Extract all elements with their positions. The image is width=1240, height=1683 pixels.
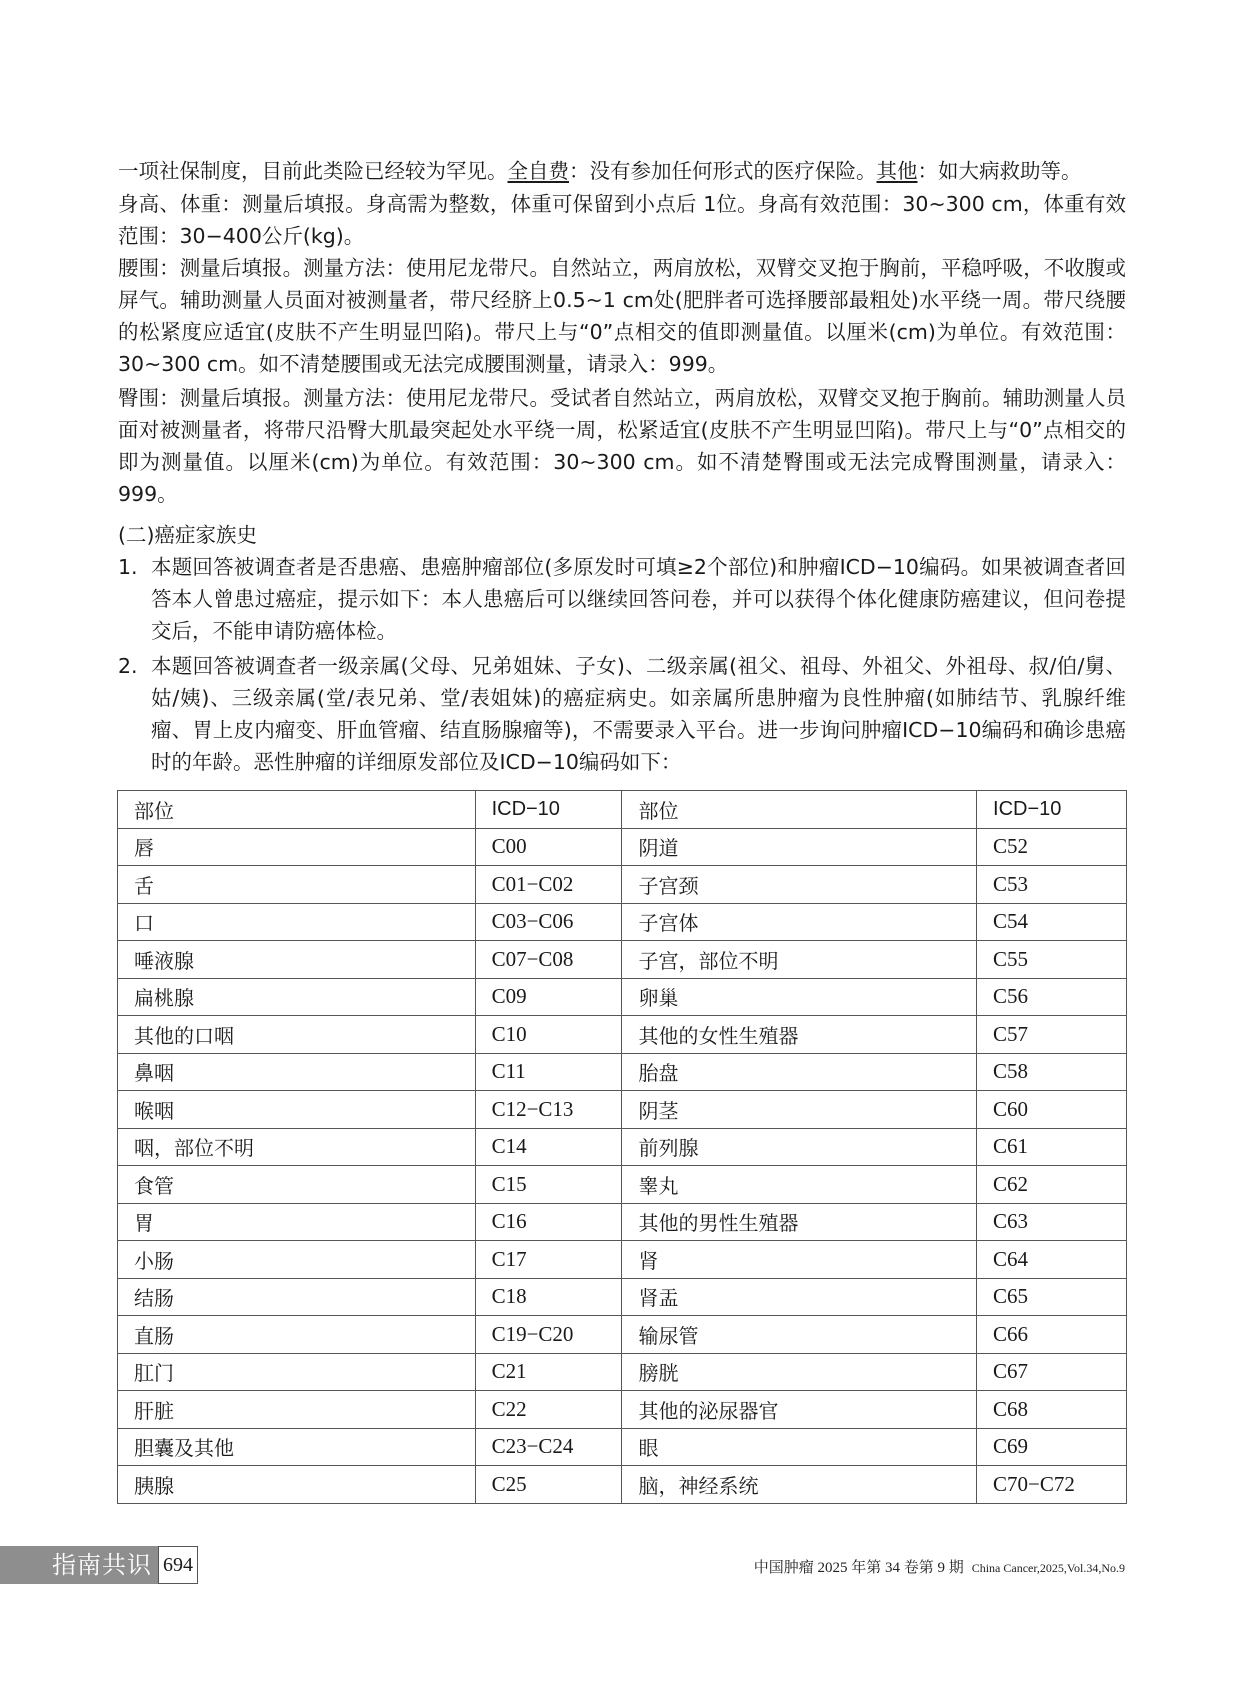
header-site: 部位 (622, 791, 977, 829)
cell-site: 其他的男性生殖器 (622, 1203, 977, 1241)
paragraph-insurance (118, 155, 1126, 187)
cell-icd: C17 (475, 1241, 622, 1279)
cell-site: 阴茎 (622, 1091, 977, 1129)
journal-title-en: China Cancer,2025,Vol.34,No.9 (971, 1561, 1125, 1575)
cell-icd: C09 (475, 978, 622, 1016)
cell-icd: C00 (475, 828, 622, 866)
cell-icd: C22 (475, 1391, 622, 1429)
cell-site: 小肠 (118, 1241, 476, 1279)
cell-site: 膀胱 (622, 1353, 977, 1391)
cell-site: 肾 (622, 1241, 977, 1279)
cell-site: 直肠 (118, 1316, 476, 1354)
table-row (118, 1316, 1127, 1354)
cell-site: 咽，部位不明 (118, 1128, 476, 1166)
cell-site: 结肠 (118, 1278, 476, 1316)
cell-icd: C70−C72 (977, 1466, 1127, 1504)
list-number: 2. (118, 654, 138, 678)
table-row (118, 1016, 1127, 1054)
cell-site: 肝脏 (118, 1391, 476, 1429)
cell-site: 喉咽 (118, 1091, 476, 1129)
cell-site: 脑，神经系统 (622, 1466, 977, 1504)
table-row (118, 978, 1127, 1016)
cell-icd: C10 (475, 1016, 622, 1054)
cell-icd: C15 (475, 1166, 622, 1204)
list-item (118, 650, 1126, 778)
paragraph-waist: 腰围：测量后填报。测量方法：使用尼龙带尺。自然站立，两肩放松，双臂交叉抱于胸前，平稳呼吸，不收腹或屏气。辅助测量人员面对被测量者，带尺经脐上0.5~1 cm处(肥胖者可选择腰部最粗处)水平绕一周。带尺绕腰的松紧度应适宜(皮肤不产生明显凹陷)。带尺上与“0”点相交的值即测量值。以厘米(cm)为单位。有效范围：30~300 cm。如不清楚腰围或无法完成腰围测量，请录入：999。 (118, 256, 1126, 376)
list-text: 本题回答被调查者是否患癌、患癌肿瘤部位(多原发时可填≥2个部位)和肿瘤ICD−10编码。如果被调查者回答本人曾患过癌症，提示如下：本人患癌后可以继续回答问卷，并可以获得个体化健康防癌建议，但问卷提交后，不能申请防癌体检。 (151, 555, 1126, 643)
header-icd: ICD−10 (977, 791, 1127, 829)
cell-icd: C52 (977, 828, 1127, 866)
paragraph-hip: 臀围：测量后填报。测量方法：使用尼龙带尺。受试者自然站立，两肩放松，双臂交叉抱于胸前。辅助测量人员面对被测量者，将带尺沿臀大肌最突起处水平绕一周，松紧适宜(皮肤不产生明显凹陷)。带尺上与“0”点相交的即为测量值。以厘米(cm)为单位。有效范围：30~300 cm。如不清楚臀围或无法完成臀围测量，请录入：999。 (118, 386, 1126, 506)
cell-site: 眼 (622, 1428, 977, 1466)
cell-site: 口 (118, 903, 476, 941)
table-row (118, 1428, 1127, 1466)
table-row (118, 1466, 1127, 1504)
cell-site: 睾丸 (622, 1166, 977, 1204)
cell-site: 卵巢 (622, 978, 977, 1016)
table-row (118, 941, 1127, 979)
cell-icd: C12−C13 (475, 1091, 622, 1129)
cell-icd: C57 (977, 1016, 1127, 1054)
icd-table-body (118, 791, 1127, 1504)
cell-site: 子宫体 (622, 903, 977, 941)
table-row (118, 903, 1127, 941)
table-row (118, 1278, 1127, 1316)
cell-icd: C69 (977, 1428, 1127, 1466)
cell-icd: C55 (977, 941, 1127, 979)
paragraph-text: 一项社保制度，目前此类险已经较为罕见。 (118, 159, 508, 183)
cell-icd: C68 (977, 1391, 1127, 1429)
cell-site: 其他的泌尿器官 (622, 1391, 977, 1429)
journal-info (754, 1556, 1125, 1577)
cell-icd: C25 (475, 1466, 622, 1504)
cell-icd: C63 (977, 1203, 1127, 1241)
table-row (118, 1091, 1127, 1129)
journal-title-cn: 中国肿瘤 2025 年第 34 卷第 9 期 (753, 1560, 964, 1576)
cell-icd: C11 (475, 1053, 622, 1091)
cell-site: 唾液腺 (118, 941, 476, 979)
list-number: 1. (118, 555, 138, 579)
page-number: 694 (158, 1546, 198, 1584)
icd-table (117, 790, 1127, 1504)
cell-site: 胆囊及其他 (118, 1428, 476, 1466)
cell-icd: C66 (977, 1316, 1127, 1354)
cell-site: 食管 (118, 1166, 476, 1204)
cell-icd: C14 (475, 1128, 622, 1166)
cell-icd: C16 (475, 1203, 622, 1241)
cell-site: 输尿管 (622, 1316, 977, 1354)
list-text: 本题回答被调查者一级亲属(父母、兄弟姐妹、子女)、二级亲属(祖父、祖母、外祖父、外祖母、叔/伯/舅、姑/姨)、三级亲属(堂/表兄弟、堂/表姐妹)的癌症病史。如亲属所患肿瘤为良性肿瘤(如肺结节、乳腺纤维瘤、胃上皮内瘤变、肝血管瘤、结直肠腺瘤等)，不需要录入平台。进一步询问肿瘤ICD−10编码和确诊患癌时的年龄。恶性肿瘤的详细原发部位及ICD−10编码如下： (151, 654, 1126, 774)
cell-icd: C21 (475, 1353, 622, 1391)
table-header-row (118, 791, 1127, 829)
cell-site: 胰腺 (118, 1466, 476, 1504)
cell-icd: C62 (977, 1166, 1127, 1204)
cell-site: 舌 (118, 866, 476, 904)
cell-site: 胃 (118, 1203, 476, 1241)
table-row (118, 1241, 1127, 1279)
header-icd: ICD−10 (475, 791, 622, 829)
cell-icd: C64 (977, 1241, 1127, 1279)
cell-site: 其他的女性生殖器 (622, 1016, 977, 1054)
cell-icd: C18 (475, 1278, 622, 1316)
section-tag: 指南共识 (0, 1546, 158, 1584)
cell-icd: C54 (977, 903, 1127, 941)
paragraph-height-weight: 身高、体重：测量后填报。身高需为整数，体重可保留到小点后 1位。身高有效范围：30~300 cm，体重有效范围：30−400公斤(kg)。 (118, 192, 1126, 248)
cell-icd: C61 (977, 1128, 1127, 1166)
paragraph-text: ：如大病救助等。 (917, 159, 1082, 183)
cell-icd: C56 (977, 978, 1127, 1016)
cell-icd: C58 (977, 1053, 1127, 1091)
table-row (118, 1128, 1127, 1166)
table-row (118, 1391, 1127, 1429)
term-self-pay: 全自费 (507, 159, 569, 183)
table-row (118, 828, 1127, 866)
cell-icd: C65 (977, 1278, 1127, 1316)
cell-icd: C07−C08 (475, 941, 622, 979)
paragraph-text: ：没有参加任何形式的医疗保险。 (569, 159, 877, 183)
table-row (118, 1053, 1127, 1091)
table-row (118, 1353, 1127, 1391)
table-row (118, 1203, 1127, 1241)
header-site: 部位 (118, 791, 476, 829)
cell-site: 前列腺 (622, 1128, 977, 1166)
cell-icd: C01−C02 (475, 866, 622, 904)
cell-site: 子宫，部位不明 (622, 941, 977, 979)
list-item (118, 551, 1126, 647)
section-title: (二)癌症家族史 (118, 523, 257, 547)
cell-site: 鼻咽 (118, 1053, 476, 1091)
cell-icd: C53 (977, 866, 1127, 904)
cell-icd: C23−C24 (475, 1428, 622, 1466)
cell-icd: C67 (977, 1353, 1127, 1391)
cell-site: 阴道 (622, 828, 977, 866)
term-other: 其他 (876, 159, 918, 183)
cell-icd: C03−C06 (475, 903, 622, 941)
cell-site: 唇 (118, 828, 476, 866)
cell-site: 扁桃腺 (118, 978, 476, 1016)
cell-site: 肾盂 (622, 1278, 977, 1316)
cell-site: 子宫颈 (622, 866, 977, 904)
table-row (118, 1166, 1127, 1204)
cell-site: 肛门 (118, 1353, 476, 1391)
cell-site: 其他的口咽 (118, 1016, 476, 1054)
table-row (118, 866, 1127, 904)
cell-site: 胎盘 (622, 1053, 977, 1091)
cell-icd: C19−C20 (475, 1316, 622, 1354)
cell-icd: C60 (977, 1091, 1127, 1129)
